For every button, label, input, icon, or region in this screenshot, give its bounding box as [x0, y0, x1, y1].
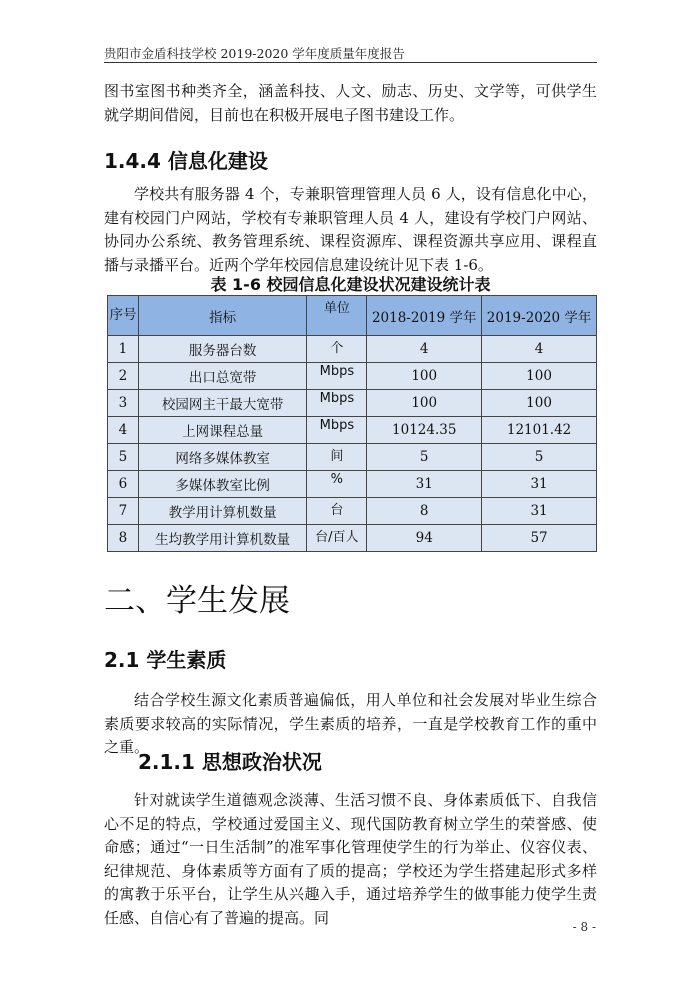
indicator-cell: 教学用计算机数量	[138, 498, 306, 525]
section-heading-2-1-1: 2.1.1 思想政治状况	[138, 750, 322, 774]
header-2018-2019: 2018-2019 学年	[367, 296, 482, 336]
table-row	[108, 363, 597, 390]
header-no: 序号	[108, 296, 139, 336]
section-heading-2-1: 2.1 学生素质	[104, 648, 227, 672]
header-indicator: 指标	[138, 296, 306, 336]
indicator-cell: 网络多媒体教室	[138, 444, 306, 471]
chapter-heading: 二、学生发展	[104, 583, 290, 619]
section-1-4-4-paragraph: 学校共有服务器 4 个，专兼职管理管理人员 6 人，设有信息化中心，建有校园门户网站，学校有专兼职管理人员 4 人，建设有学校门户网站、协同办公系统、教务管理系统、课程资源库、课程资源共享应用、课程直播与录播平台。近两个学年校园信息建设统计见下表 1-6。	[104, 185, 597, 274]
table-row	[108, 417, 597, 444]
row-number-cell: 8	[108, 525, 139, 552]
value-2019-2020-cell: 100	[482, 390, 597, 417]
unit-cell: Mbps	[307, 390, 367, 417]
value-2019-2020-cell: 31	[482, 471, 597, 498]
value-2018-2019-cell: 100	[367, 390, 482, 417]
indicator-cell: 多媒体教室比例	[138, 471, 306, 498]
indicator-cell: 出口总宽带	[138, 363, 306, 390]
indicator-cell: 生均教学用计算机数量	[138, 525, 306, 552]
intro-paragraph: 图书室图书种类齐全，涵盖科技、人文、励志、历史、文学等，可供学生就学期间借阅，目前也在积极开展电子图书建设工作。	[104, 82, 597, 124]
value-2019-2020-cell: 57	[482, 525, 597, 552]
unit-cell: 台/百人	[307, 525, 367, 552]
unit-cell: Mbps	[307, 417, 367, 444]
row-number-cell: 2	[108, 363, 139, 390]
table-header-row	[108, 296, 597, 336]
table-row	[108, 498, 597, 525]
table-row	[108, 471, 597, 498]
value-2019-2020-cell: 4	[482, 336, 597, 363]
indicator-cell: 校园网主干最大宽带	[138, 390, 306, 417]
table-title: 表 1-6 校园信息化建设状况建设统计表	[210, 275, 491, 294]
running-header: 贵阳市金盾科技学校 2019-2020 学年度质量年度报告	[104, 46, 405, 61]
value-2019-2020-cell: 100	[482, 363, 597, 390]
row-number-cell: 7	[108, 498, 139, 525]
indicator-cell: 服务器台数	[138, 336, 306, 363]
value-2018-2019-cell: 94	[367, 525, 482, 552]
value-2019-2020-cell: 12101.42	[482, 417, 597, 444]
row-number-cell: 5	[108, 444, 139, 471]
value-2018-2019-cell: 5	[367, 444, 482, 471]
indicator-cell: 上网课程总量	[138, 417, 306, 444]
unit-cell: 间	[307, 444, 367, 471]
row-number-cell: 3	[108, 390, 139, 417]
unit-cell: 个	[307, 336, 367, 363]
value-2019-2020-cell: 5	[482, 444, 597, 471]
table-row	[108, 444, 597, 471]
value-2018-2019-cell: 10124.35	[367, 417, 482, 444]
row-number-cell: 4	[108, 417, 139, 444]
unit-cell: Mbps	[307, 363, 367, 390]
row-number-cell: 1	[108, 336, 139, 363]
value-2019-2020-cell: 31	[482, 498, 597, 525]
unit-cell: 台	[307, 498, 367, 525]
table-row	[108, 525, 597, 552]
value-2018-2019-cell: 8	[367, 498, 482, 525]
section-2-1-1-paragraph: 针对就读学生道德观念淡薄、生活习惯不良、身体素质低下、自我信心不足的特点，学校通过爱国主义、现代国防教育树立学生的荣誉感、使命感；通过“一日生活制”的准军事化管理使学生的行为举止、仪容仪表、纪律规范、身体素质等方面有了质的提高；学校还为学生搭建起形式多样的寓教于乐平台，让学生从兴趣入手，通过培养学生的做事能力使学生责任感、自信心有了普遍的提高。同	[104, 791, 597, 927]
row-number-cell: 6	[108, 471, 139, 498]
value-2018-2019-cell: 31	[367, 471, 482, 498]
section-2-1-paragraph: 结合学校生源文化素质普遍偏低，用人单位和社会发展对毕业生综合素质要求较高的实际情况，学生素质的培养，一直是学校教育工作的重中之重。	[104, 691, 597, 756]
value-2018-2019-cell: 100	[367, 363, 482, 390]
header-2019-2020: 2019-2020 学年	[482, 296, 597, 336]
section-heading-1-4-4: 1.4.4 信息化建设	[104, 149, 268, 173]
header-unit: 单位	[307, 296, 367, 336]
unit-cell: %	[307, 471, 367, 498]
table-row	[108, 336, 597, 363]
value-2018-2019-cell: 4	[367, 336, 482, 363]
info-construction-table	[107, 295, 597, 552]
table-row	[108, 390, 597, 417]
page-number: - 8 -	[572, 920, 596, 934]
header-rule	[104, 62, 597, 63]
